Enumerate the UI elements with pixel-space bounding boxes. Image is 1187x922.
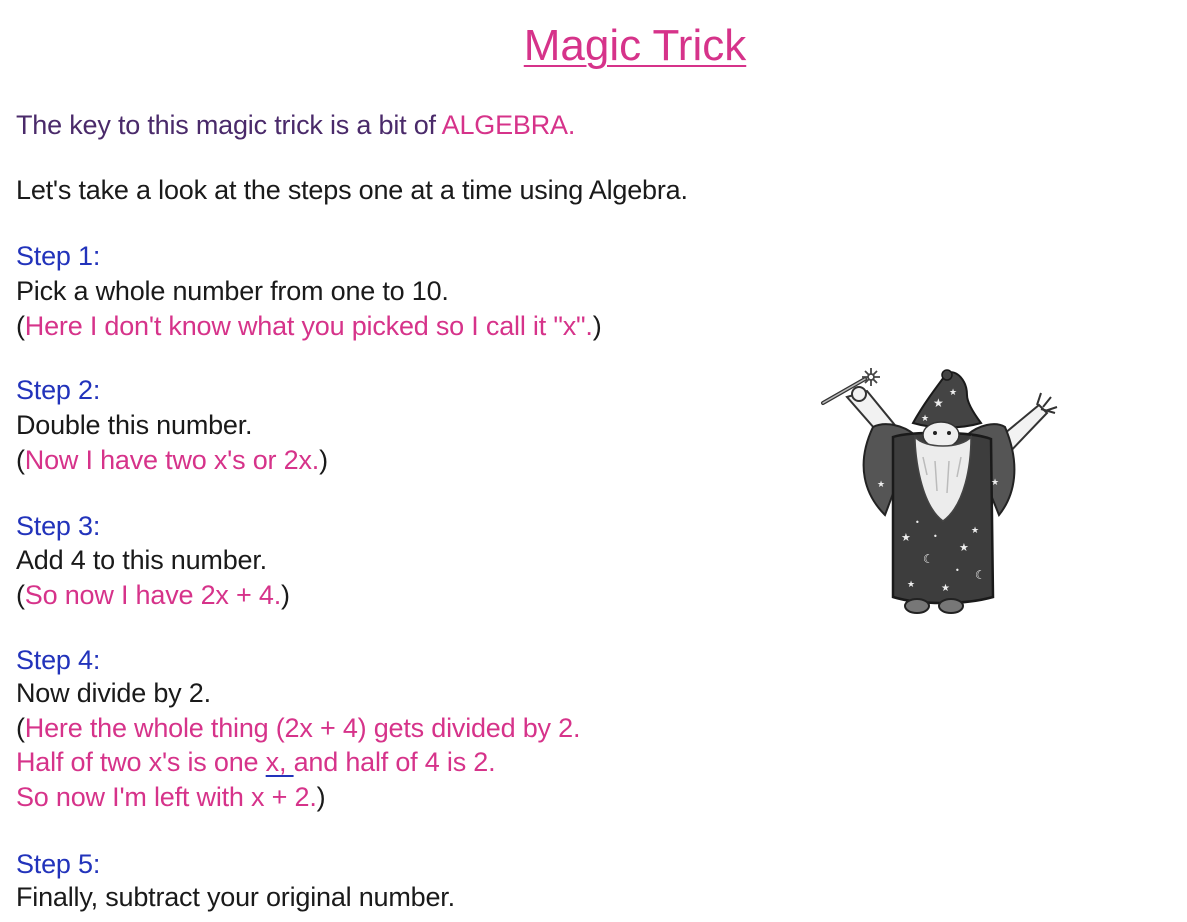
step-4-instruction: Now divide by 2. <box>16 678 211 708</box>
explanation-text: So now I have 2x + 4. <box>24 580 282 610</box>
step-3-explanation <box>16 578 290 612</box>
svg-text:•: • <box>933 532 938 541</box>
explanation-text: Half of two x's is one <box>16 747 266 777</box>
step-5-label: Step 5: <box>16 849 101 879</box>
step-3-instruction: Add 4 to this number. <box>16 545 267 575</box>
open-paren: ( <box>16 445 25 475</box>
step-1-instruction: Pick a whole number from one to 10. <box>16 276 449 306</box>
step-2-explanation <box>16 443 328 477</box>
explanation-text: Here I don't know what you picked so I call it "x". <box>24 311 593 341</box>
svg-text:★: ★ <box>907 580 916 590</box>
svg-text:•: • <box>955 566 960 575</box>
explanation-text: So now I'm left with x + 2. <box>16 782 317 812</box>
intro-highlight: ALGEBRA. <box>441 110 576 140</box>
step-1-explanation <box>16 309 601 343</box>
open-paren: ( <box>16 580 25 610</box>
explanation-text: and half of 4 is 2. <box>293 747 496 777</box>
step-2-instruction: Double this number. <box>16 410 253 440</box>
step-5-instruction: Finally, subtract your original number. <box>16 882 455 912</box>
svg-text:★: ★ <box>959 541 969 554</box>
explanation-text: Now I have two x's or 2x. <box>24 445 320 475</box>
open-paren: ( <box>16 311 25 341</box>
step-4-label: Step 4: <box>16 645 101 675</box>
svg-text:★: ★ <box>941 583 950 594</box>
underlined-x: x, <box>265 747 294 777</box>
step-1-label: Step 1: <box>16 241 101 271</box>
step-2-label: Step 2: <box>16 375 101 405</box>
svg-text:★: ★ <box>933 396 944 410</box>
svg-text:★: ★ <box>921 414 930 424</box>
intro-text: The key to this magic trick is a bit of <box>16 110 442 140</box>
close-paren: ) <box>319 445 328 475</box>
svg-text:•: • <box>915 518 920 527</box>
close-paren: ) <box>592 311 602 341</box>
svg-text:★: ★ <box>971 526 980 536</box>
step-3-label: Step 3: <box>16 511 101 541</box>
svg-text:★: ★ <box>901 531 911 544</box>
svg-text:★: ★ <box>877 480 886 490</box>
svg-text:☾: ☾ <box>923 552 934 566</box>
svg-text:★: ★ <box>991 478 1000 488</box>
lead-line: Let's take a look at the steps one at a time using Algebra. <box>16 175 688 205</box>
svg-text:☾: ☾ <box>975 568 986 582</box>
wizard-icon <box>815 365 1060 620</box>
step-4-explanation-line-2 <box>16 745 495 779</box>
open-paren: ( <box>16 713 25 743</box>
close-paren: ) <box>316 782 326 812</box>
page-title: Magic Trick <box>523 21 747 70</box>
explanation-text: Here the whole thing (2x + 4) gets divided by 2. <box>24 713 581 743</box>
step-4-explanation-line-3 <box>16 780 325 814</box>
intro-line <box>16 108 575 142</box>
close-paren: ) <box>281 580 290 610</box>
svg-text:★: ★ <box>949 388 958 398</box>
step-4-explanation-line-1 <box>16 711 580 745</box>
